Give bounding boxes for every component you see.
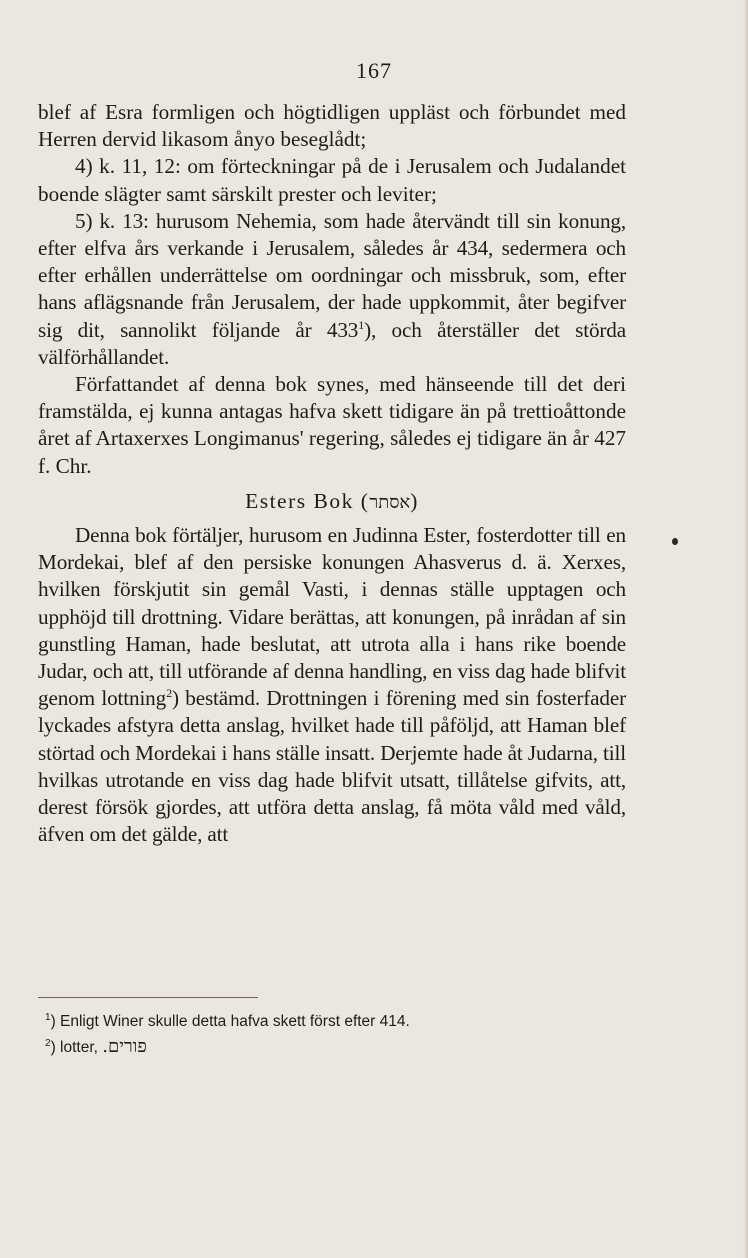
- footnote-2-text: ) lotter,: [50, 1039, 103, 1056]
- paragraph-item-4: 4) k. 11, 12: om förteckningar på de i Jerusalem och Judalandet boende slägter samt särskilt prester och leviter;: [38, 154, 626, 206]
- paragraph-esther-summary: [38, 522, 626, 848]
- section-heading-title: Esters Bok (: [245, 488, 370, 513]
- paragraph-authorship: Författandet af denna bok synes, med hänseende till det deri framstälda, ej kunna antagas hafva skett tidigare än på trettioåttonde året af Artaxerxes Longimanus' regering, således ej tidigare än år 427 f. Chr.: [38, 372, 627, 478]
- section-heading-close: ): [410, 488, 419, 513]
- page-number: 167: [356, 58, 392, 83]
- paragraph-item-5-text-end: ), och återställer det störda välförhållandet.: [38, 317, 626, 369]
- footnote-2: [45, 1034, 605, 1060]
- section-heading-hebrew: אסתר: [369, 491, 411, 513]
- footnote-1: [45, 1009, 605, 1034]
- footnote-2-marker: 2: [45, 1037, 51, 1049]
- section-heading: [38, 488, 626, 516]
- footnotes: [45, 1009, 605, 1060]
- ink-speck: [672, 538, 678, 545]
- paragraph-item-5: [38, 208, 626, 371]
- footnote-2-hebrew: פורים.: [102, 1036, 147, 1057]
- footnote-rule: [38, 997, 258, 998]
- paragraph-esther-text: Denna bok förtäljer, hurusom en Judinna Ester, fosterdotter till en Mordekai, blef af den persiske konungen Ahasverus d. ä. Xerxes, hvilken förskjutit sin gemål Vasti, i dennas ställe upptagen och upphöjd till drottning. Vidare berättas, att konungen, på inrådan af sin gunstling Haman, hade beslutat, att utrota alla i hans rike boende Judar, och att, till utförande af denna handling, en viss dag hade blifvit genom lottning: [38, 523, 626, 711]
- footnote-ref-2: 2: [166, 686, 172, 701]
- paragraph-continuation: blef af Esra formligen och högtidligen uppläst och förbundet med Herren dervid likasom ånyo beseglådt;: [38, 100, 626, 152]
- paragraph-esther-text-end: ) bestämd. Drottningen i förening med sin fosterfader lyckades afstyra detta anslag, hvilket hade till påföljd, att Haman blef störtad och Mordekai i hans ställe insatt. Derjemte hade åt Judarna, till hvilkas utrotande en viss dag hade blifvit utsatt, tillåtelse gifvits, att, derest försök gjordes, att utföra detta anslag, få möta våld med våld, äfven om det gälde, att: [38, 686, 626, 847]
- footnote-ref-1: 1: [358, 317, 365, 332]
- body-text: [38, 99, 626, 848]
- footnote-1-text: ) Enligt Winer skulle detta hafva skett först efter 414.: [50, 1013, 410, 1030]
- footnote-1-marker: 1: [45, 1011, 51, 1023]
- page-edge-shadow: [743, 0, 748, 1258]
- paragraph-item-5-text: 5) k. 13: hurusom Nehemia, som hade återvändt till sin konung, efter elfva års verkande i Jerusalem, således år 434, sedermera och efter erhållen underrättelse om oordningar och missbruk, som, efter hans aflägsnande från Jerusalem, der hade uppkommit, åter begifver sig dit, sannolikt följande år 433: [38, 208, 626, 342]
